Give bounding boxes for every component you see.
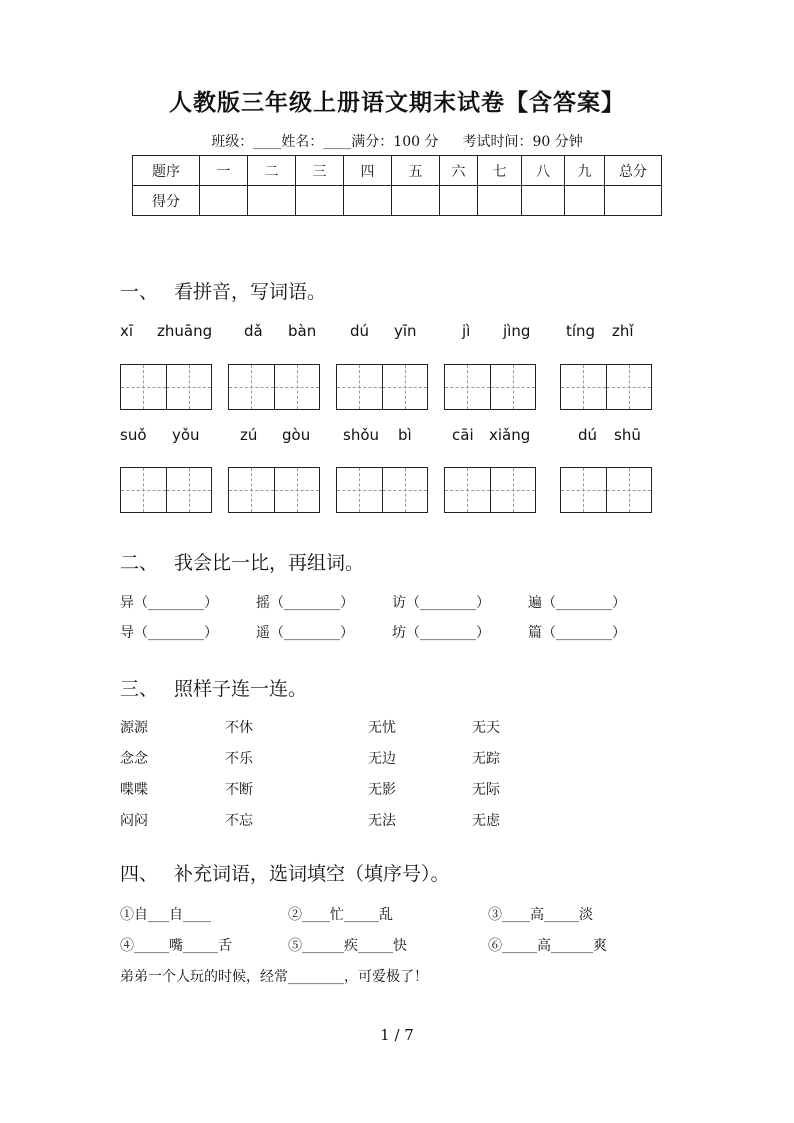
match-word[interactable]: 闷闷 <box>120 813 148 829</box>
section4-number: 四、 <box>120 863 159 885</box>
compare-item[interactable]: 异（________） <box>120 595 218 611</box>
pinyin: shū <box>614 426 641 444</box>
match-word[interactable]: 喋喋 <box>120 782 148 798</box>
fill-phrase[interactable]: ⑥_____高______爽 <box>488 938 607 954</box>
writing-box[interactable] <box>120 467 212 513</box>
class-label: 班级：____ <box>211 134 282 150</box>
pinyin-row-2 <box>0 426 794 448</box>
pinyin: yǒu <box>172 426 200 444</box>
match-word[interactable]: 无边 <box>368 751 396 767</box>
match-word[interactable]: 不断 <box>225 782 253 798</box>
pinyin: yīn <box>394 322 417 340</box>
pinyin: jì <box>462 322 471 340</box>
fill-sentence[interactable]: 弟弟一个人玩的时候，经常________，可爱极了！ <box>120 969 428 985</box>
match-word[interactable]: 无际 <box>472 782 500 798</box>
match-word[interactable]: 无天 <box>472 720 500 736</box>
match-word[interactable]: 不休 <box>225 720 253 736</box>
fill-phrase[interactable]: ①自___自____ <box>120 907 211 923</box>
score-cell[interactable] <box>296 186 344 216</box>
writing-box[interactable] <box>560 364 652 410</box>
score-table-score-row <box>133 186 662 216</box>
match-word[interactable]: 无法 <box>368 813 396 829</box>
score-header-cell: 五 <box>392 156 440 186</box>
pinyin: zú <box>240 426 258 444</box>
writing-box[interactable] <box>228 364 320 410</box>
writing-box[interactable] <box>228 467 320 513</box>
pinyin: bàn <box>288 322 317 340</box>
score-row-label: 得分 <box>133 186 200 216</box>
compare-item[interactable]: 摇（________） <box>256 595 354 611</box>
section2-title: 我会比一比，再组词。 <box>174 552 365 574</box>
score-cell[interactable] <box>605 186 662 216</box>
score-header-cell: 题序 <box>133 156 200 186</box>
section3-heading <box>120 674 307 701</box>
score-header-cell: 二 <box>248 156 296 186</box>
score-cell[interactable] <box>478 186 522 216</box>
section1-title: 看拼音，写词语。 <box>174 281 327 303</box>
pinyin: dǎ <box>244 322 263 340</box>
compare-item[interactable]: 篇（________） <box>528 625 626 641</box>
section1-heading <box>120 277 326 304</box>
match-word[interactable]: 源源 <box>120 720 148 736</box>
writing-box[interactable] <box>560 467 652 513</box>
score-cell[interactable] <box>565 186 605 216</box>
writing-box[interactable] <box>336 364 428 410</box>
exam-time: 考试时间：90 分钟 <box>462 134 583 150</box>
section3-title: 照样子连一连。 <box>174 678 308 700</box>
score-cell[interactable] <box>200 186 248 216</box>
score-header-cell: 九 <box>565 156 605 186</box>
pinyin-row-1 <box>0 322 794 344</box>
score-cell[interactable] <box>440 186 478 216</box>
match-word[interactable]: 无虑 <box>472 813 500 829</box>
fill-phrase[interactable]: ③____高_____淡 <box>488 907 593 923</box>
writing-box[interactable] <box>444 467 536 513</box>
match-word[interactable]: 不乐 <box>225 751 253 767</box>
compare-item[interactable]: 遍（________） <box>528 595 626 611</box>
score-header-cell: 一 <box>200 156 248 186</box>
score-header-cell: 八 <box>522 156 565 186</box>
full-score: 满分：100 分 <box>351 134 439 150</box>
section2-heading <box>120 548 364 575</box>
pinyin: gòu <box>282 426 311 444</box>
pinyin: cāi <box>452 426 474 444</box>
pinyin: xī <box>120 322 134 340</box>
writing-box[interactable] <box>444 364 536 410</box>
pinyin: zhuāng <box>157 322 213 340</box>
section4-heading <box>120 859 450 886</box>
section1-number: 一、 <box>120 281 159 303</box>
compare-item[interactable]: 遥（________） <box>256 625 354 641</box>
score-header-cell: 四 <box>344 156 392 186</box>
page-title: 人教版三年级上册语文期末试卷【含答案】 <box>169 89 625 116</box>
fill-phrase[interactable]: ④_____嘴_____舌 <box>120 938 232 954</box>
section4-title: 补充词语，选词填空（填序号）。 <box>174 863 450 885</box>
pinyin: shǒu <box>343 426 380 444</box>
pinyin: bì <box>398 426 412 444</box>
pinyin: dú <box>350 322 370 340</box>
compare-item[interactable]: 导（________） <box>120 625 218 641</box>
match-word[interactable]: 念念 <box>120 751 148 767</box>
compare-item[interactable]: 访（________） <box>392 595 490 611</box>
match-word[interactable]: 无踪 <box>472 751 500 767</box>
fill-phrase[interactable]: ②____忙_____乱 <box>288 907 393 923</box>
score-cell[interactable] <box>344 186 392 216</box>
score-cell[interactable] <box>392 186 440 216</box>
pinyin: xiǎng <box>489 426 531 444</box>
score-table <box>132 155 662 216</box>
match-word[interactable]: 不忘 <box>225 813 253 829</box>
pinyin: suǒ <box>120 426 147 444</box>
page-number: 1 / 7 <box>380 1026 414 1044</box>
exam-info <box>0 131 794 151</box>
section3-number: 三、 <box>120 678 159 700</box>
score-cell[interactable] <box>522 186 565 216</box>
pinyin: dú <box>578 426 598 444</box>
score-table-header-row <box>133 156 662 186</box>
pinyin: zhǐ <box>612 322 634 340</box>
name-label: 姓名：____ <box>281 134 352 150</box>
compare-item[interactable]: 坊（________） <box>392 625 490 641</box>
score-header-cell: 总分 <box>605 156 662 186</box>
fill-phrase[interactable]: ⑤______疾_____快 <box>288 938 407 954</box>
writing-box[interactable] <box>120 364 212 410</box>
match-word[interactable]: 无影 <box>368 782 396 798</box>
score-header-cell: 七 <box>478 156 522 186</box>
pinyin: tíng <box>566 322 596 340</box>
score-cell[interactable] <box>248 186 296 216</box>
score-header-cell: 六 <box>440 156 478 186</box>
pinyin: jìng <box>503 322 531 340</box>
match-word[interactable]: 无忧 <box>368 720 396 736</box>
score-header-cell: 三 <box>296 156 344 186</box>
section2-number: 二、 <box>120 552 159 574</box>
writing-box[interactable] <box>336 467 428 513</box>
